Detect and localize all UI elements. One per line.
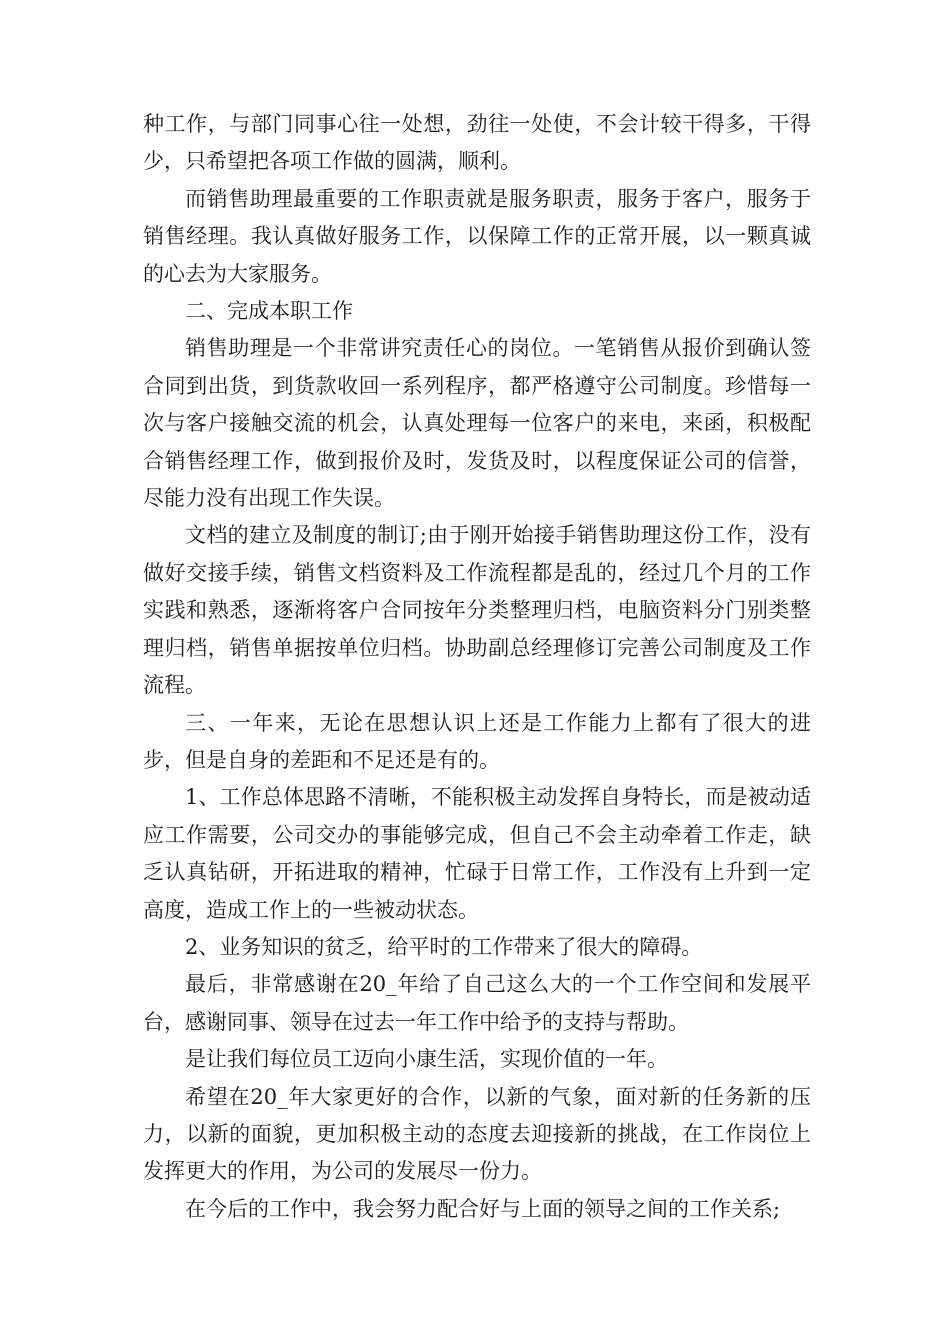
paragraph-1: 种工作，与部门同事心往一处想，劲往一处使，不会计较干得多，干得少，只希望把各项工作做的圆满，顺利。	[143, 112, 811, 174]
paragraph-5: 文档的建立及制度的制订;由于刚开始接手销售助理这份工作，没有做好交接手续，销售文档资料及工作流程都是乱的，经过几个月的工作实践和熟悉，逐渐将客户合同按年分类整理归档，电脑资料分门别类整理归档，销售单据按单位归档。协助副总经理修订完善公司制度及工作流程。	[143, 523, 811, 698]
paragraph-2: 而销售助理最重要的工作职责就是服务职责，服务于客户，服务于销售经理。我认真做好服务工作，以保障工作的正常开展，以一颗真诚的心去为大家服务。	[143, 186, 811, 286]
paragraph-11: 希望在20_年大家更好的合作，以新的气象，面对新的任务新的压力，以新的面貌，更加积极主动的态度去迎接新的挑战，在工作岗位上发挥更大的作用，为公司的发展尽一份力。	[143, 1084, 811, 1184]
paragraph-4: 销售助理是一个非常讲究责任心的岗位。一笔销售从报价到确认签合同到出货，到货款收回一系列程序，都严格遵守公司制度。珍惜每一次与客户接触交流的机会，认真处理每一位客户的来电，来函，积极配合销售经理工作，做到报价及时，发货及时，以程度保证公司的信誉，尽能力没有出现工作失误。	[143, 336, 811, 511]
paragraph-12: 在今后的工作中，我会努力配合好与上面的领导之间的工作关系;	[185, 1196, 781, 1221]
paragraph-7: 1、工作总体思路不清晰，不能积极主动发挥自身特长，而是被动适应工作需要，公司交办的事能够完成，但自己不会主动牵着工作走，缺乏认真钻研，开拓进取的精神，忙碌于日常工作，工作没有上升到一定高度，造成工作上的一些被动状态。	[143, 785, 811, 922]
section-heading-3: 三、一年来，无论在思想认识上还是工作能力上都有了很大的进步，但是自身的差距和不足还是有的。	[143, 710, 811, 772]
paragraph-9: 最后，非常感谢在20_年给了自己这么大的一个工作空间和发展平台，感谢同事、领导在过去一年工作中给予的支持与帮助。	[143, 972, 811, 1034]
paragraph-10: 是让我们每位员工迈向小康生活，实现价值的一年。	[185, 1047, 668, 1072]
section-heading-2: 二、完成本职工作	[185, 299, 353, 324]
document-body	[143, 106, 811, 1228]
paragraph-8: 2、业务知识的贫乏，给平时的工作带来了很大的障碍。	[185, 934, 703, 959]
